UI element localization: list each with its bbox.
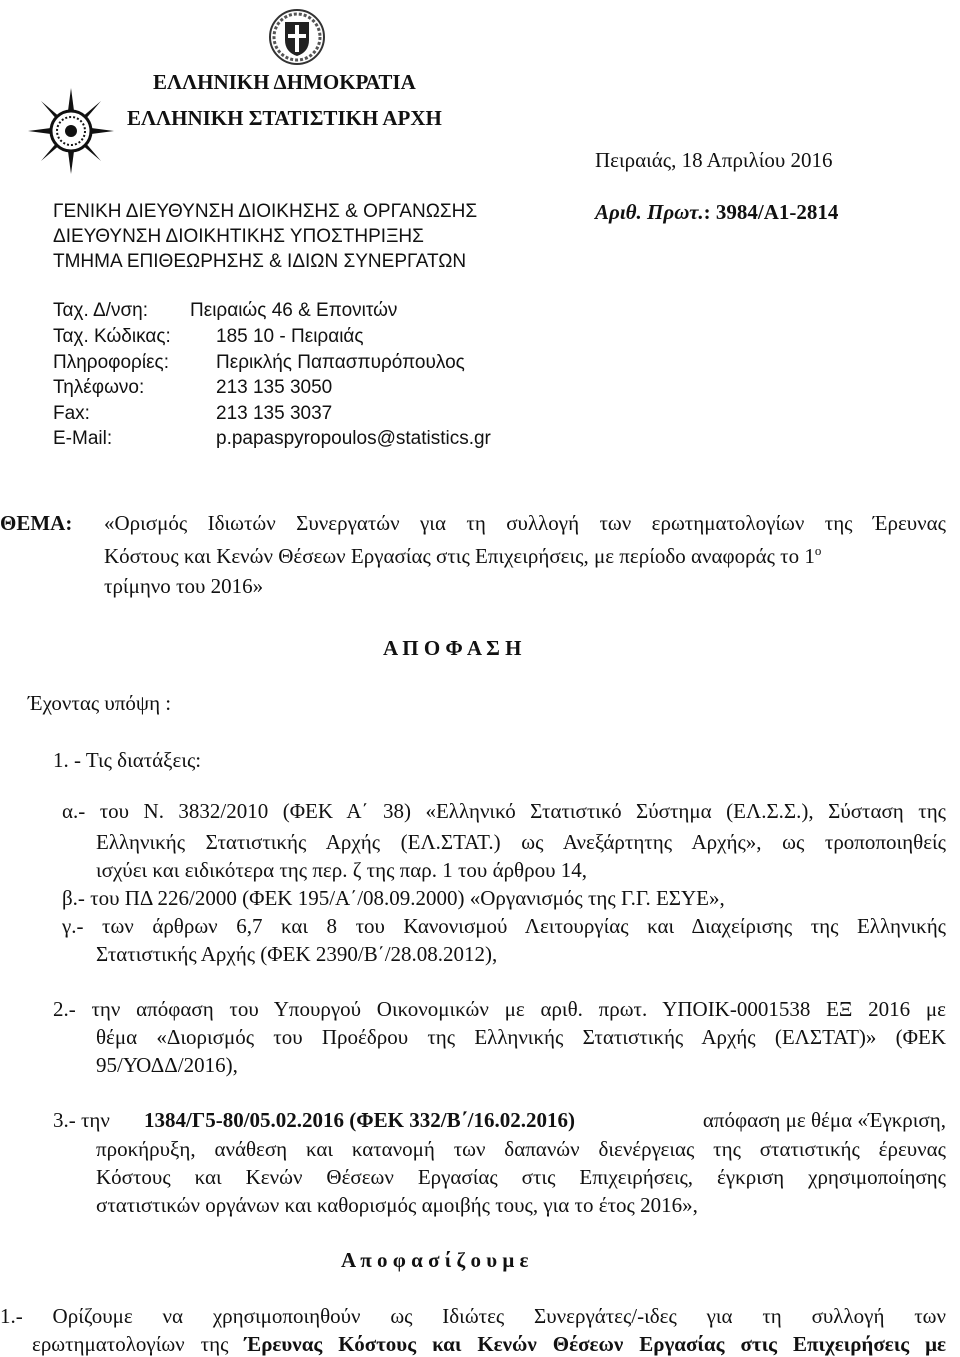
item-1c-line-1: γ.- των άρθρων 6,7 και 8 του Κανονισμού Λειτουργίας και Διαχείρισης της Ελληνικής <box>62 914 946 938</box>
item-3-line-4: στατιστικών οργάνων και καθορισμός αμοιβής τους, για το έτος 2016», <box>96 1193 698 1217</box>
republic-heading: ΕΛΛΗΝΙΚΗ ΔΗΜΟΚΡΑΤΙΑ <box>153 70 416 94</box>
item-3-line-2: προκήρυξη, ανάθεση και κατανομή των δαπανών διενέργειας της στατιστικής έρευνας <box>96 1137 946 1161</box>
item-3-reference: 1384/Γ5-80/05.02.2016 (ΦΕΚ 332/Β΄/16.02.2016) <box>144 1108 575 1132</box>
address-label: Ταχ. Δ/νση: <box>53 300 149 321</box>
item-1b-line-1: β.- του ΠΔ 226/2000 (ΦΕΚ 195/Α΄/08.09.2000) «Οργανισμός της Γ.Γ. ΕΣΥΕ», <box>62 886 725 910</box>
decide-title: Α π ο φ α σ ί ζ ο υ μ ε <box>341 1248 529 1272</box>
department: ΤΜΗΜΑ ΕΠΙΘΕΩΡΗΣΗΣ & ΙΔΙΩΝ ΣΥΝΕΡΓΑΤΩΝ <box>53 251 467 272</box>
subject-line-3: τρίμηνο του 2016» <box>104 574 264 598</box>
item-3-line-3: Κόστους και Κενών Θέσεων Εργασίας στις Επιχειρήσεις, έγκριση χρησιμοποίησης <box>96 1165 946 1189</box>
item-1c-line-2: Στατιστικής Αρχής (ΦΕΚ 2390/Β΄/28.08.2012), <box>96 942 498 966</box>
address-value: Πειραιώς 46 & Επονιτών <box>190 300 398 321</box>
item-3-line-1-rest: απόφαση με θέμα «Έγκριση, <box>702 1108 946 1132</box>
fax-label: Fax: <box>53 403 90 424</box>
subject-line-2: Κόστους και Κενών Θέσεων Εργασίας στις Επιχειρήσεις, με περίοδο αναφοράς το $1^o$ <box>104 543 822 568</box>
subject-label: ΘΕΜΑ: <box>0 511 73 535</box>
item-2-line-3: 95/ΥΟΔΔ/2016), <box>96 1053 238 1077</box>
item-1a-line-1: α.- του Ν. 3832/2010 (ΦΕΚ Α΄ 38) «Ελληνικό Στατιστικό Σύστημα (ΕΛ.Σ.Σ.), Σύσταση της <box>62 799 946 823</box>
item-1a-line-3: ισχύει και ειδικότερα της περ. ζ της παρ. 1 του άρθρου 14, <box>96 858 587 882</box>
postcode-label: Ταχ. Κώδικας: <box>53 326 171 347</box>
greek-coat-of-arms-emblem <box>268 8 326 66</box>
decision-1-line-2: ερωτηματολογίων της Έρευνας Κόστους και Κενών Θέσεων Εργασίας στις Επιχειρήσεις με <box>32 1332 946 1356</box>
item-3-prefix: 3.- την <box>53 1108 110 1132</box>
postcode-value: 185 10 - Πειραιάς <box>216 326 364 347</box>
authority-heading: ΕΛΛΗΝΙΚΗ ΣΤΑΤΙΣΤΙΚΗ ΑΡΧΗ <box>127 106 442 130</box>
email-value[interactable]: p.papaspyropoulos@statistics.gr <box>216 428 491 449</box>
item-1-title: 1. - Τις διατάξεις: <box>53 748 202 772</box>
item-2-line-2: θέμα «Διορισμός του Προέδρου της Ελληνικής Στατιστικής Αρχής (ΕΛΣΤΑΤ)» (ΦΕΚ <box>96 1025 946 1049</box>
item-1a-line-2: Ελληνικής Στατιστικής Αρχής (ΕΛ.ΣΤΑΤ.) ως Ανεξάρτητης Αρχής», ως τροποποιηθείς <box>96 830 946 854</box>
item-2-line-1: 2.- την απόφαση του Υπουργού Οικονομικών με αριθ. πρωτ. ΥΠΟΙΚ-0001538 ΕΞ 2016 με <box>53 997 946 1021</box>
place-date: Πειραιάς, 18 Απριλίου 2016 <box>595 148 833 172</box>
info-value: Περικλής Παπασπυρόπουλος <box>216 352 465 373</box>
fax-value: 213 135 3037 <box>216 403 333 424</box>
elstat-compass-logo <box>28 88 114 174</box>
considering-label: Έχοντας υπόψη : <box>28 691 172 715</box>
email-label: E-Mail: <box>53 428 113 449</box>
protocol-number: Αριθ. Πρωτ.: 3984/Α1-2814 <box>595 200 839 224</box>
decision-1-line-1: 1.- Ορίζουμε να χρησιμοποιηθούν ως Ιδιώτες Συνεργάτες/-ιδες για τη συλλογή των <box>0 1304 946 1328</box>
phone-value: 213 135 3050 <box>216 377 333 398</box>
directorate: ΔΙΕΥΘΥΝΣΗ ΔΙΟΙΚΗΤΙΚΗΣ ΥΠΟΣΤΗΡΙΞΗΣ <box>53 226 424 247</box>
phone-label: Τηλέφωνο: <box>53 377 145 398</box>
decision-title: Α Π Ο Φ Α Σ Η <box>383 636 522 660</box>
subject-line-1: «Ορισμός Ιδιωτών Συνεργατών για τη συλλογή των ερωτηματολογίων της Έρευνας <box>104 511 946 535</box>
info-label: Πληροφορίες: <box>53 352 169 373</box>
general-directorate: ΓΕΝΙΚΗ ΔΙΕΥΘΥΝΣΗ ΔΙΟΙΚΗΣΗΣ & ΟΡΓΑΝΩΣΗΣ <box>53 201 478 222</box>
